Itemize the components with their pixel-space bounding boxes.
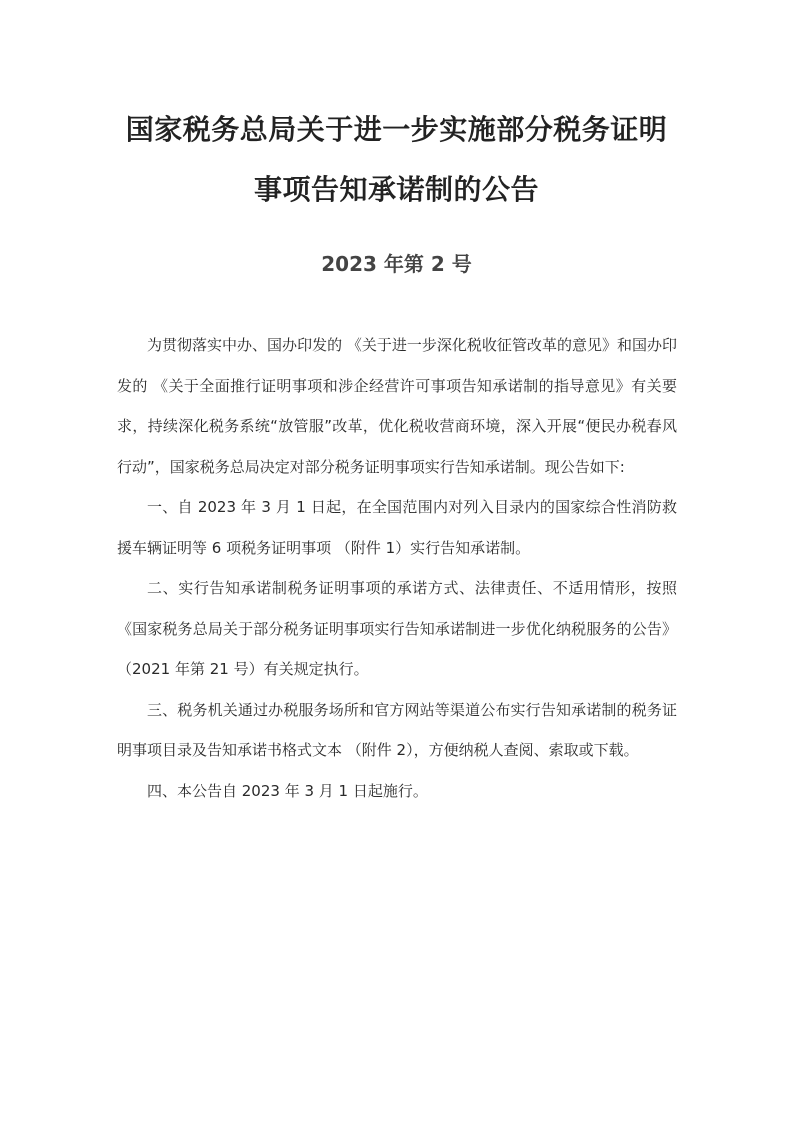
clause-three-paragraph: 三、税务机关通过办税服务场所和官方网站等渠道公布实行告知承诺制的税务证明事项目录及告知承诺书格式文本 （附件 2），方便纳税人查阅、索取或下载。	[117, 700, 677, 759]
document-body	[117, 325, 677, 811]
document-title-line-2: 事项告知承诺制的公告	[253, 173, 539, 206]
clause-two-paragraph: 二、实行告知承诺制税务证明事项的承诺方式、法律责任、不适用情形，按照 《国家税务总局关于部分税务证明事项实行告知承诺制进一步优化纳税服务的公告》 （2021 年第 21 号）有关规定执行。	[117, 579, 677, 678]
intro-paragraph: 为贯彻落实中办、国办印发的 《关于进一步深化税收征管改革的意见》和国办印发的 《关于全面推行证明事项和涉企经营许可事项告知承诺制的指导意见》有关要求，持续深化税务系统“放管服”改革，优化税收营商环境，深入开展“便民办税春风行动”，国家税务总局决定对部分税务证明事项实行告知承诺制。现公告如下:	[117, 336, 677, 476]
clause-four-paragraph: 四、本公告自 2023 年 3 月 1 日起施行。	[147, 781, 428, 800]
document-title-line-1: 国家税务总局关于进一步实施部分税务证明	[125, 113, 668, 146]
announcement-number: 2023 年第 2 号	[321, 252, 472, 276]
clause-one-paragraph: 一、自 2023 年 3 月 1 日起，在全国范围内对列入目录内的国家综合性消防救援车辆证明等 6 项税务证明事项 （附件 1）实行告知承诺制。	[117, 498, 677, 557]
